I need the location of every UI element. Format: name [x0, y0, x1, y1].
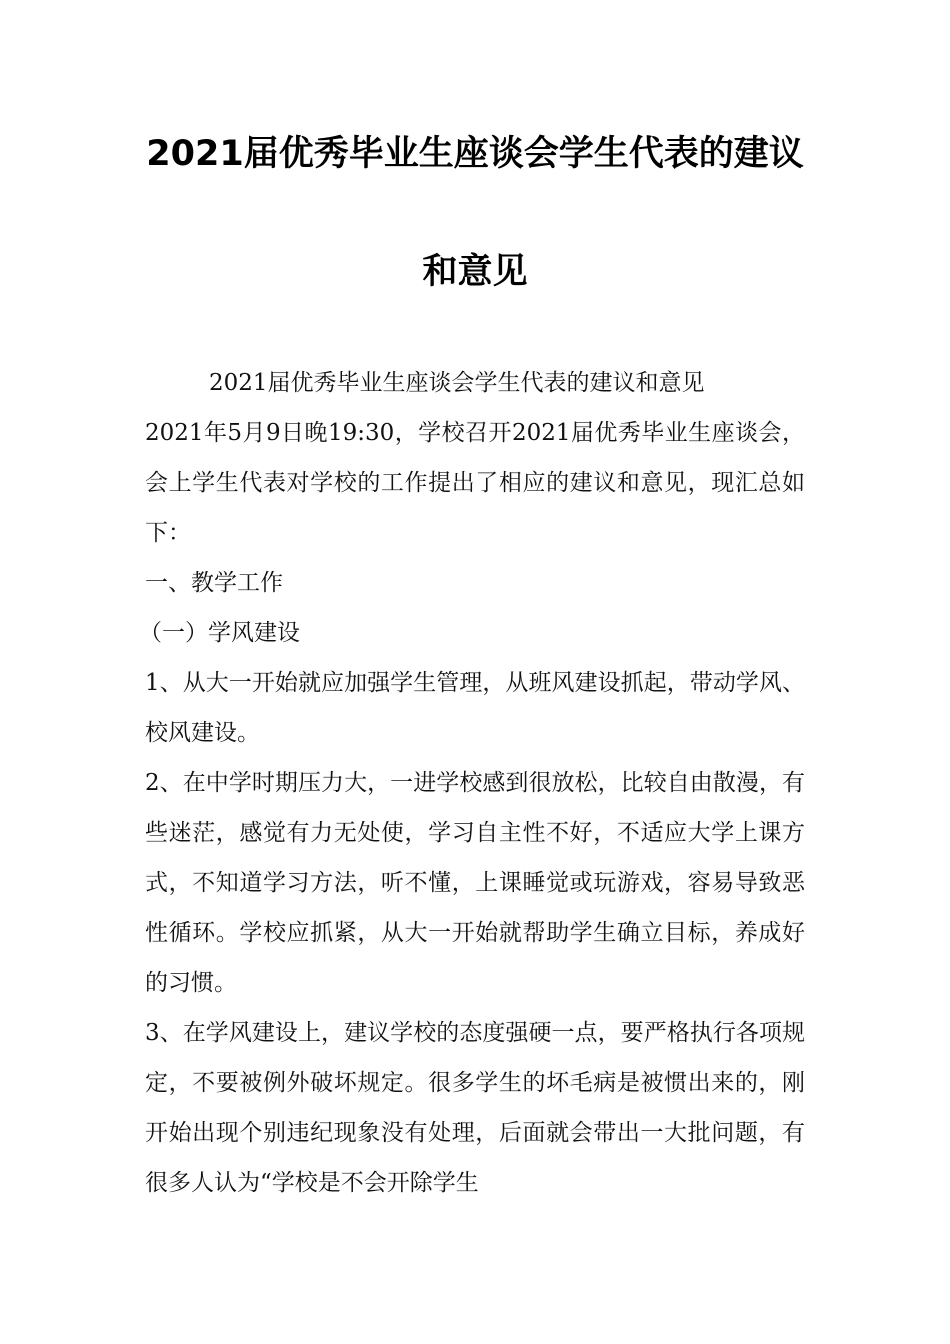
intro-paragraph: 2021年5月9日晚19:30，学校召开2021届优秀毕业生座谈会，会上学生代表对学校的工作提出了相应的建议和意见，现汇总如下：: [145, 420, 805, 546]
document-title-line-2: 和意见: [422, 252, 528, 292]
intro-heading-paragraph: 2021届优秀毕业生座谈会学生代表的建议和意见: [209, 370, 705, 396]
list-item: 2、在中学时期压力大，一进学校感到很放松，比较自由散漫，有些迷茫，感觉有力无处使，学习自主性不好，不适应大学上课方式，不知道学习方法，听不懂，上课睡觉或玩游戏，容易导致恶性循环。学校应抓紧，从大一开始就帮助学生确立目标，养成好的习惯。: [145, 770, 805, 996]
subsection-heading: （一）学风建设: [139, 620, 300, 646]
document-body: [139, 358, 805, 1208]
document-title-line-1: 2021届优秀毕业生座谈会学生代表的建议: [146, 134, 804, 174]
list-item: 1、从大一开始就应加强学生管理，从班风建设抓起，带动学风、校风建设。: [145, 670, 805, 746]
list-item: 3、在学风建设上，建议学校的态度强硬一点，要严格执行各项规定，不要被例外破坏规定。很多学生的坏毛病是被惯出来的，刚开始出现个别违纪现象没有处理，后面就会带出一大批问题，有很多人认为“学校是不会开除学生: [145, 1020, 805, 1196]
section-heading: 一、教学工作: [145, 570, 283, 596]
